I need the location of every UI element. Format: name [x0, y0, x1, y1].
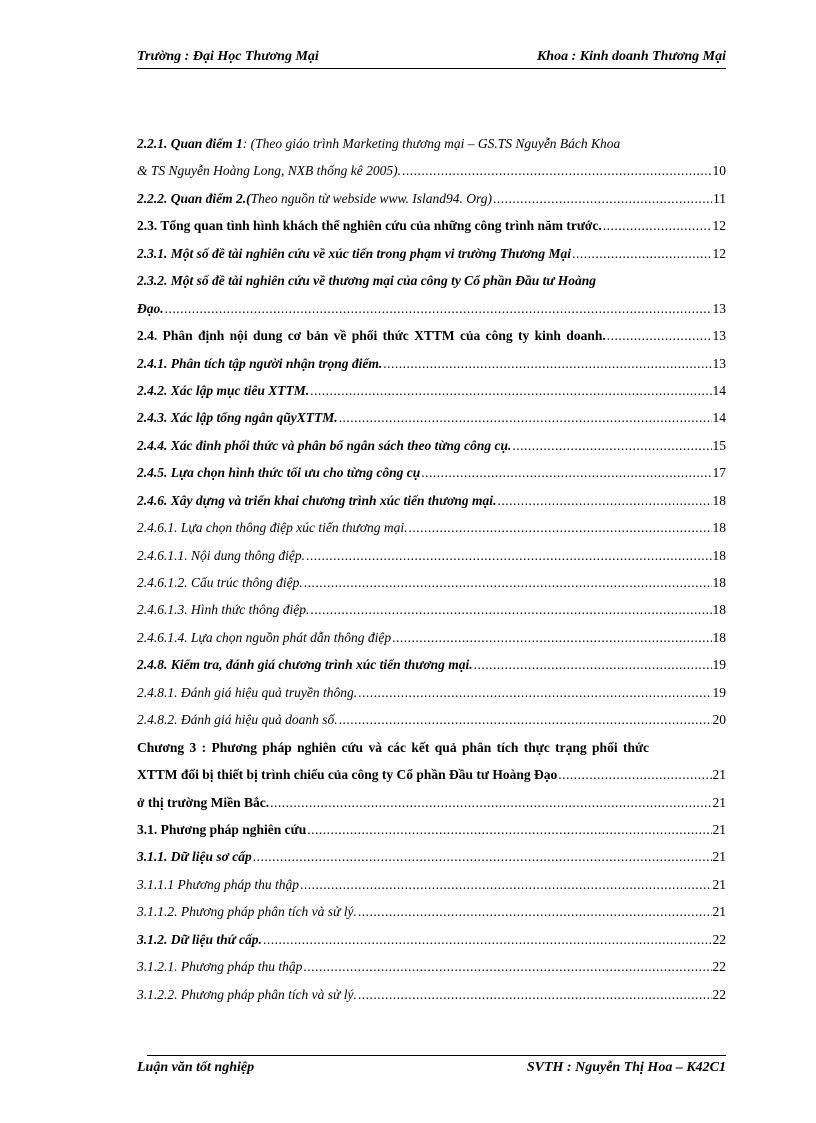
toc-entry-title: 2.3.2. Một số đề tài nghiên cứu về thương mại của công ty Cổ phần Đầu tư Hoàng [137, 273, 597, 289]
toc-leader-dots [497, 493, 711, 509]
toc-leader-dots [339, 410, 712, 426]
toc-entry-title [137, 191, 492, 207]
toc-leader-dots [339, 712, 712, 728]
toc-page-number: 17 [712, 465, 726, 481]
toc-entry-title: 3.1.1.1 Phương pháp thu thập [137, 876, 299, 892]
toc-leader-dots [300, 877, 712, 893]
header-faculty: Khoa : Kinh doanh Thương Mại [536, 49, 726, 64]
toc-entry[interactable] [137, 516, 726, 543]
toc-entry-title: Chương 3 : Phương pháp nghiên cứu và các kết quả phân tích thực trạng phối thức [137, 739, 650, 755]
toc-entry-continuation[interactable] [137, 159, 726, 186]
toc-page-number: 13 [712, 300, 726, 316]
toc-entry-title: 2.4.6.1.3. Hình thức thông điệp. [137, 602, 310, 618]
toc-entry[interactable] [137, 681, 726, 708]
toc-page-number: 22 [712, 931, 726, 947]
toc-entry-title: ở thị trường Miền Bắc. [137, 794, 270, 810]
toc-leader-dots [607, 328, 712, 344]
footer-divider [147, 1055, 726, 1056]
header-divider [137, 68, 726, 69]
toc-entry-continuation[interactable] [137, 297, 726, 324]
toc-entry[interactable] [137, 324, 726, 351]
toc-page-number: 21 [712, 876, 726, 892]
toc-leader-dots [310, 383, 711, 399]
toc-entry-title: 2.4.2. Xác lập mục tiêu XTTM. [137, 382, 310, 398]
toc-entry-title: 2.4.6.1. Lựa chọn thông điệp xúc tiến thương mại. [137, 520, 408, 536]
toc-entry-title: 2.3.1. Một số đề tài nghiên cứu về xúc tiến trong phạm vi trường Thương Mại [137, 245, 572, 261]
toc-entry[interactable] [137, 791, 726, 818]
toc-entry-title: 2.3. Tổng quan tình hình khách thể nghiên cứu của những công trình năm trước. [137, 218, 602, 234]
toc-entry[interactable] [137, 406, 726, 433]
toc-entry-title: 2.4.5. Lựa chọn hình thức tối ưu cho từng công cụ [137, 465, 421, 481]
toc-entry[interactable] [137, 461, 726, 488]
toc-leader-dots [358, 685, 711, 701]
toc-leader-dots [306, 548, 712, 564]
toc-entry-title: 2.4.3. Xác lập tổng ngân qũyXTTM. [137, 410, 338, 426]
toc-entry[interactable] [137, 653, 726, 680]
toc-entry-title-bold: 2.2.1. Quan điểm 1 [137, 136, 243, 151]
toc-leader-dots [307, 822, 711, 838]
toc-entry[interactable] [137, 845, 726, 872]
toc-page-number: 21 [712, 849, 726, 865]
toc-entry[interactable] [137, 379, 726, 406]
toc-entry-title: 2.4.8. Kiểm tra, đánh giá chương trình xúc tiến thương mại. [137, 657, 473, 673]
toc-leader-dots [572, 246, 711, 262]
toc-entry-title: Đạo. [137, 300, 164, 316]
toc-entry-title: 3.1.1. Dữ liệu sơ cấp [137, 849, 252, 865]
toc-entry-title-italic: Theo nguồn từ webside www. Island94. Org) [250, 190, 493, 206]
toc-leader-dots [270, 795, 711, 811]
toc-page-number: 18 [712, 492, 726, 508]
toc-page-number: 18 [712, 547, 726, 563]
toc-entry-title-bold: 2.2.2. Quan điểm 2.( [137, 190, 251, 206]
toc-page-number: 12 [712, 245, 726, 261]
toc-leader-dots [165, 301, 712, 317]
toc-leader-dots [421, 465, 711, 481]
toc-entry[interactable] [137, 818, 726, 845]
toc-leader-dots [358, 904, 712, 920]
toc-leader-dots [310, 602, 711, 618]
table-of-contents [137, 132, 726, 1010]
toc-page-number: 21 [712, 821, 726, 837]
toc-leader-dots [512, 438, 711, 454]
toc-leader-dots [304, 575, 712, 591]
toc-entry[interactable] [137, 928, 726, 955]
toc-entry[interactable] [137, 269, 726, 296]
toc-entry-title: 2.4.6.1.2. Cấu trúc thông điệp. [137, 575, 303, 590]
toc-entry[interactable] [137, 983, 726, 1010]
toc-leader-dots [558, 767, 711, 783]
toc-entry[interactable] [137, 955, 726, 982]
toc-entry[interactable] [137, 708, 726, 735]
toc-entry-title: & TS Nguyễn Hoàng Long, NXB thống kê 2005). [137, 163, 401, 179]
toc-page-number: 21 [712, 767, 726, 783]
toc-page-number: 14 [712, 410, 726, 426]
toc-entry-title: 3.1.2.2. Phương pháp phân tích và sử lý. [137, 986, 357, 1002]
toc-leader-dots [263, 932, 712, 948]
toc-page-number: 22 [712, 986, 726, 1002]
toc-page-number: 18 [712, 602, 726, 618]
toc-entry-title: XTTM đối bị thiết bị trình chiếu của công ty Cổ phần Đầu tư Hoàng Đạo [137, 767, 558, 783]
page-header [137, 49, 726, 69]
toc-leader-dots [383, 356, 711, 372]
toc-entry-title: 2.4. Phân định nội dung cơ bản về phối thức XTTM của công ty kinh doanh. [137, 328, 606, 344]
toc-entry-title-italic: : (Theo giáo trình Marketing thương mại – GS.TS Nguyễn Bách Khoa [242, 136, 621, 151]
toc-page-number: 18 [712, 575, 726, 590]
toc-page-number: 21 [712, 794, 726, 810]
toc-entry-title: 2.4.4. Xác đinh phối thức và phân bổ ngân sách theo từng công cụ. [137, 437, 512, 453]
toc-page-number: 14 [712, 382, 726, 398]
toc-entry[interactable] [137, 571, 726, 598]
toc-entry-title: 2.4.8.1. Đánh giá hiệu quả truyền thông. [137, 684, 358, 700]
toc-leader-dots [409, 520, 712, 536]
toc-page-number: 21 [712, 904, 726, 920]
toc-leader-dots [474, 657, 712, 673]
toc-page-number: 18 [712, 629, 726, 645]
toc-leader-dots [402, 163, 712, 179]
toc-entry[interactable] [137, 132, 726, 159]
toc-entry[interactable] [137, 214, 726, 241]
toc-entry[interactable] [137, 187, 726, 214]
toc-entry-title: 3.1.2. Dữ liệu thứ cấp. [137, 931, 262, 947]
toc-entry[interactable] [137, 544, 726, 571]
toc-entry-title: 2.4.1. Phân tích tập người nhận trọng điểm. [137, 355, 383, 371]
footer-student: SVTH : Nguyễn Thị Hoa – K42C1 [526, 1060, 726, 1075]
toc-page-number: 20 [712, 712, 726, 728]
toc-entry[interactable] [137, 489, 726, 516]
toc-page-number: 11 [713, 190, 726, 206]
toc-page-number: 15 [712, 437, 726, 453]
toc-leader-dots [603, 218, 712, 234]
toc-leader-dots [493, 191, 712, 207]
toc-entry-title: 2.4.6. Xây dựng và triển khai chương trình xúc tiến thương mại. [137, 492, 497, 508]
toc-page-number: 12 [712, 218, 726, 234]
toc-entry-continuation[interactable] [137, 763, 726, 790]
toc-entry[interactable] [137, 873, 726, 900]
toc-page-number: 13 [712, 328, 726, 344]
toc-entry-title: 3.1.2.1. Phương pháp thu thập [137, 959, 303, 975]
toc-page-number: 19 [712, 657, 726, 673]
toc-page-number: 13 [712, 355, 726, 371]
toc-page-number: 22 [712, 959, 726, 975]
toc-entry[interactable] [137, 626, 726, 653]
toc-entry[interactable] [137, 900, 726, 927]
toc-entry[interactable] [137, 352, 726, 379]
toc-entry[interactable] [137, 598, 726, 625]
toc-leader-dots [303, 959, 711, 975]
toc-page-number: 18 [712, 520, 726, 536]
footer-thesis-label: Luận văn tốt nghiệp [137, 1060, 255, 1075]
header-school: Trường : Đại Học Thương Mại [137, 49, 319, 64]
toc-leader-dots [392, 630, 711, 646]
toc-entry[interactable] [137, 434, 726, 461]
toc-page-number: 10 [712, 163, 726, 179]
toc-page-number: 19 [712, 684, 726, 700]
toc-entry-title: 2.4.6.1.4. Lựa chọn nguồn phát dẫn thông điệp [137, 629, 392, 645]
toc-entry-title: 3.1.1.2. Phương pháp phân tích và sử lý. [137, 904, 357, 920]
toc-entry[interactable] [137, 736, 726, 763]
toc-entry-title [137, 136, 620, 152]
toc-entry-title: 2.4.8.2. Đánh giá hiệu quả doanh số. [137, 712, 338, 728]
page-footer [137, 1060, 726, 1080]
toc-entry-title: 3.1. Phương pháp nghiên cứu [137, 821, 307, 837]
toc-leader-dots [358, 987, 712, 1003]
toc-entry[interactable] [137, 242, 726, 269]
toc-leader-dots [253, 849, 712, 865]
toc-entry-title: 2.4.6.1.1. Nội dung thông điệp. [137, 547, 305, 563]
